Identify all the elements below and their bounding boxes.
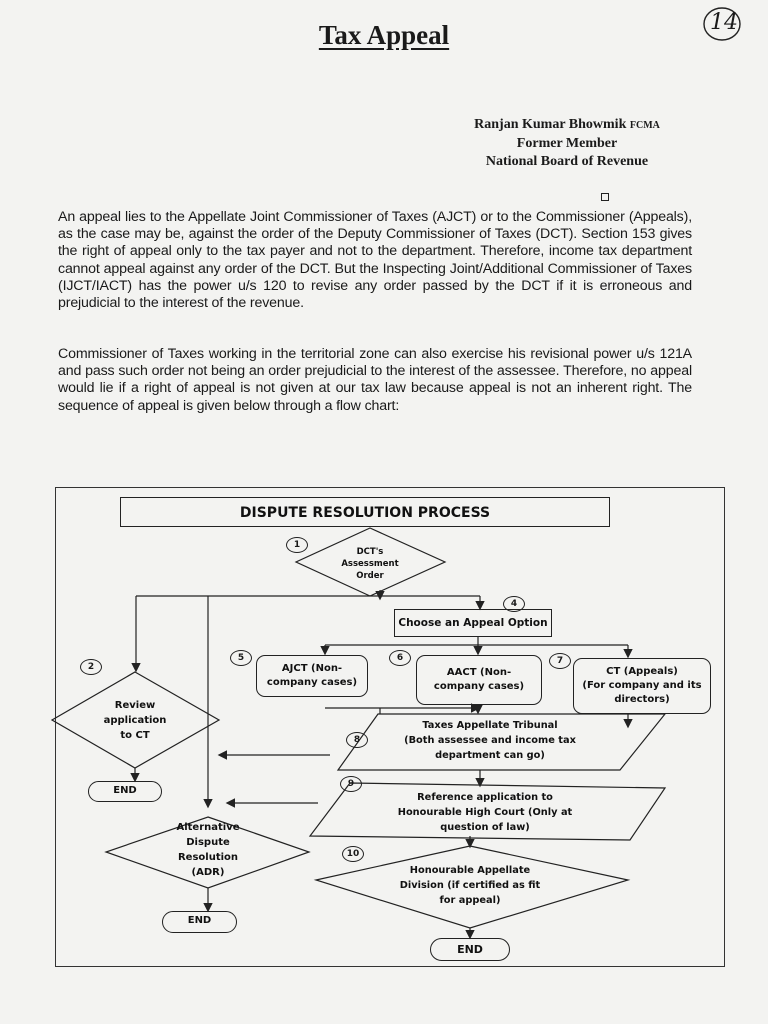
- step-number-7: 7: [549, 653, 571, 669]
- choose-appeal-option-box: Choose an Appeal Option: [394, 609, 552, 637]
- page-title: Tax Appeal: [318, 20, 450, 50]
- author-name: Ranjan Kumar Bhowmik: [474, 117, 627, 132]
- appellate-division-label: Honourable Appellate Division (if certified as fit for appeal): [399, 865, 541, 906]
- adr-label: Alternative Dispute Resolution (ADR): [176, 822, 240, 878]
- step-number-10: 10: [342, 846, 364, 862]
- ajct-box: AJCT (Non- company cases): [256, 655, 368, 697]
- aact-box: AACT (Non- company cases): [416, 655, 542, 705]
- page-number-text: 14: [710, 10, 738, 35]
- author-organization: National Board of Revenue: [485, 154, 649, 169]
- body-paragraph-2: Commissioner of Taxes working in the territorial zone can also exercise his revisional power u/s 121A and pass such order not being an order prejudicial to the interest of the assessee. Therefore, no appeal would lie if a right of appeal is not given at our tax law because appeal is not an inherent right. The sequence of appeal is given below through a flow chart:: [58, 346, 692, 414]
- end-terminal-adr: END: [162, 911, 237, 933]
- dct-order-label: DCT's Assessment Order: [341, 547, 399, 581]
- step-number-4: 4: [503, 596, 525, 612]
- high-court-label: Reference application to Honourable High Court (Only at question of law): [397, 792, 573, 833]
- tribunal-label: Taxes Appellate Tribunal (Both assessee and income tax department can go): [404, 720, 576, 761]
- flowchart-header: DISPUTE RESOLUTION PROCESS: [120, 497, 610, 527]
- step-number-6: 6: [389, 650, 411, 666]
- review-application-label: Review application to CT: [103, 700, 167, 741]
- author-suffix: FCMA: [629, 120, 660, 131]
- ct-appeals-box: CT (Appeals) (For company and its directors): [573, 658, 711, 714]
- end-terminal-appellate: END: [430, 938, 510, 961]
- step-number-9: 9: [340, 776, 362, 792]
- author-role: Former Member: [516, 136, 618, 151]
- body-paragraph-1: An appeal lies to the Appellate Joint Commissioner of Taxes (AJCT) or to the Commissioner (Appeals), as the case may be, against the order of the Deputy Commissioner of Taxes (DCT). Section 153 gives the right of appeal only to the tax payer and not to the department. Therefore, income tax department cannot appeal against any order of the DCT. But the Inspecting Joint/Additional Commissioner of Taxes (IJCT/IACT) has the power u/s 120 to revise any order passed by the DCT if it is erroneous and prejudicial to the interest of the revenue.: [58, 209, 692, 312]
- end-terminal-review: END: [88, 781, 162, 802]
- step-number-1: 1: [286, 537, 308, 553]
- step-number-5: 5: [230, 650, 252, 666]
- step-number-8: 8: [346, 732, 368, 748]
- step-number-2: 2: [80, 659, 102, 675]
